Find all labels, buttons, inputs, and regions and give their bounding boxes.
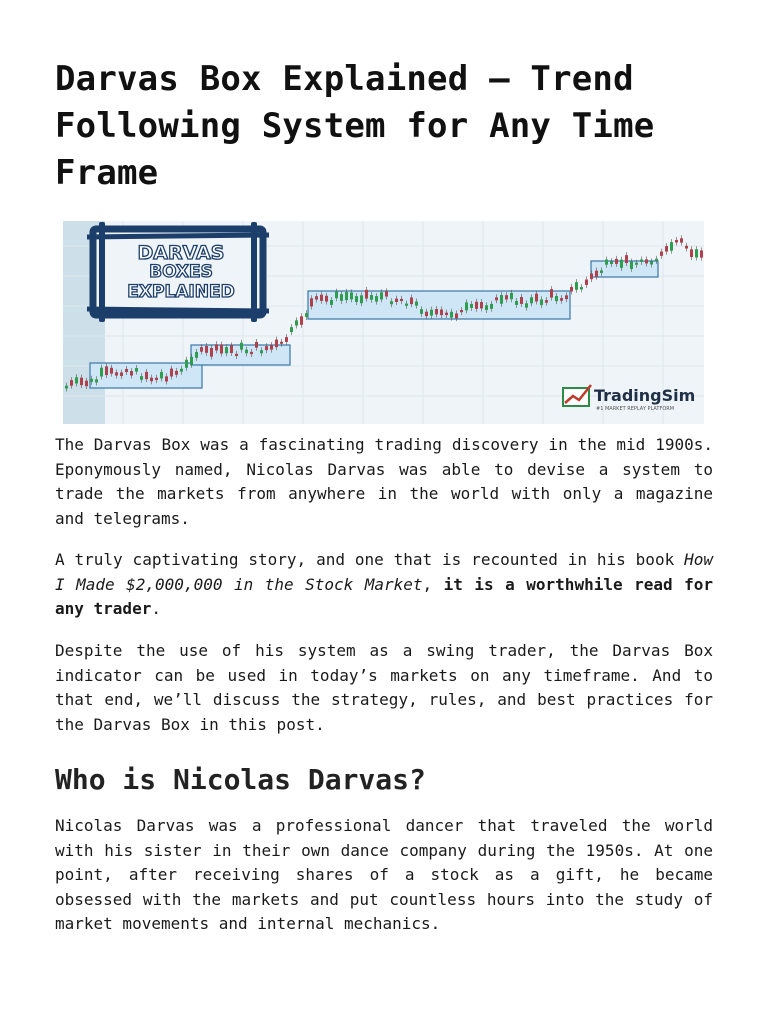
section-heading: Who is Nicolas Darvas? [55, 763, 426, 796]
badge-line-3: EXPLAINED [127, 282, 235, 302]
usage-paragraph: Despite the use of his system as a swing trader, the Darvas Box indicator can be used in today’s markets on any timeframe. And to that end, we’ll discuss the strategy, rules, and best practices for the Darvas Box in this post. [55, 641, 713, 734]
brand-tagline: #1 MARKET REPLAY PLATFORM [596, 406, 675, 412]
story-comma: , [422, 574, 444, 594]
badge-line-1: DARVAS [137, 242, 225, 264]
story-paragraph [55, 548, 713, 622]
badge-line-2: BOXES [149, 262, 213, 282]
story-bold: it is a worthwhile read for any trader [55, 574, 713, 618]
hero-image [63, 221, 704, 424]
story-prefix: A truly captivating story, and one that is recounted in his book [55, 550, 685, 569]
book-title: How I Made $2,000,000 in the Stock Market [55, 550, 713, 594]
article-title: Darvas Box Explained – Trend Following System for Any Time Frame [55, 59, 655, 193]
darvas-badge [87, 222, 269, 322]
brand-name: TradingSim [594, 386, 696, 405]
story-suffix: . [151, 599, 161, 618]
bio-paragraph: Nicolas Darvas was a professional dancer that traveled the world with his sister in their own dance company during the 1950s. At one point, after receiving shares of a stock as a gift, he became obsessed with the markets and put countless hours into the study of market movements and internal mechanics. [55, 816, 713, 933]
intro-paragraph: The Darvas Box was a fascinating trading discovery in the mid 1900s. Eponymously named, Nicolas Darvas was able to devise a system to trade the markets from anywhere in the world with only a magazine and telegrams. [55, 435, 713, 528]
darvas-chart-illustration [63, 221, 704, 424]
